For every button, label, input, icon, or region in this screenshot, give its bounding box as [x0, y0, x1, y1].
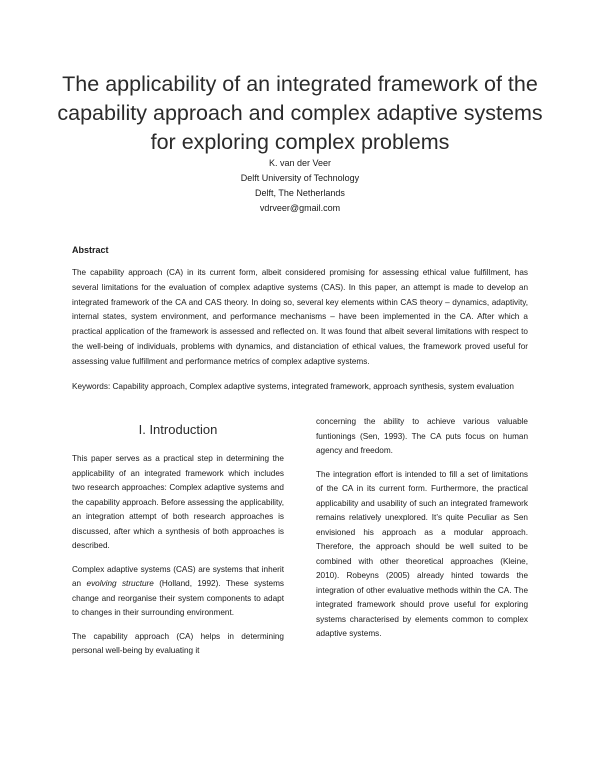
title-line-1: The applicability of an integrated framework of the	[62, 72, 538, 96]
column-left	[72, 415, 284, 668]
author-name: K. van der Veer	[268, 158, 332, 168]
intro-paragraph-3: The capability approach (CA) helps in determining personal well-being by evaluating it	[72, 631, 284, 655]
author-block	[150, 156, 450, 216]
author-location: Delft, The Netherlands	[255, 188, 345, 198]
abstract-text: The capability approach (CA) in its current form, albeit considered promising for assessing ethical value fulfillment, has several limitations for the evaluation of complex adaptive systems (CAS). In this paper, an attempt is made to develop an integrated framework of the CA and CAS theory. In doing so, several key elements within CAS theory – dynamics, adaptivity, internal states, system environment, and performance mechanisms – have been implemented in the CA. After which a practical application of the framework is assessed and reflected on. It was found that albeit several limitations with respect to the well-being of individuals, problems with dynamics, and distanciation of ethical values, the framework proved useful for assessing value fulfillment and performance metrics of complex adaptive systems.	[72, 268, 528, 366]
title-line-3: for exploring complex problems	[150, 130, 450, 154]
paper-title	[40, 70, 560, 157]
author-affiliation: Delft University of Technology	[240, 173, 360, 183]
intro-paragraph-2-start: Complex adaptive systems (CAS) are systems that inherit an	[72, 564, 284, 588]
section-heading-introduction: I. Introduction	[138, 422, 218, 437]
intro-paragraph-2-emphasis: evolving structure	[86, 579, 154, 588]
intro-paragraph-1: This paper serves as a practical step in determining the applicability of an integrated framework which includes two research approaches: Complex adaptive systems and the capability approach. Before assessing the applicability, an integration attempt of both research approaches is discussed, after which a synthesis of both approaches is described.	[72, 454, 284, 550]
title-line-2: capability approach and complex adaptive systems	[57, 101, 543, 125]
intro-paragraph-5: The integration effort is intended to fill a set of limitations of the CA in its current form. Furthermore, the practical applicability and usability of such an integrated framework remains relatively unexplored. It’s quite Peculiar as Sen envisioned his approach as a modular approach. Therefore, the approach should be well suited to be combined with other theoretical approaches (Kleine, 2010). Robeyns (2005) already hinted towards the integration of other evaluative methods within the CA. The integrated framework should prove useful for exploring systems characterised by elements common to complex adaptive systems.	[316, 469, 528, 638]
column-right	[316, 415, 528, 651]
keywords: Keywords: Capability approach, Complex adaptive systems, integrated framework, approach synthesis, system evaluation	[72, 382, 514, 391]
intro-paragraph-2-end: (Holland, 1992). These systems change and reorganise their system components to adapt to changes in their surrounding environment.	[72, 579, 285, 617]
author-email: vdrveer@gmail.com	[259, 203, 341, 213]
intro-paragraph-2	[72, 563, 284, 621]
intro-paragraph-4: concerning the ability to achieve various valuable funtionings (Sen, 1993). The CA puts focus on human agency and freedom.	[316, 417, 528, 455]
abstract-heading: Abstract	[72, 245, 109, 255]
